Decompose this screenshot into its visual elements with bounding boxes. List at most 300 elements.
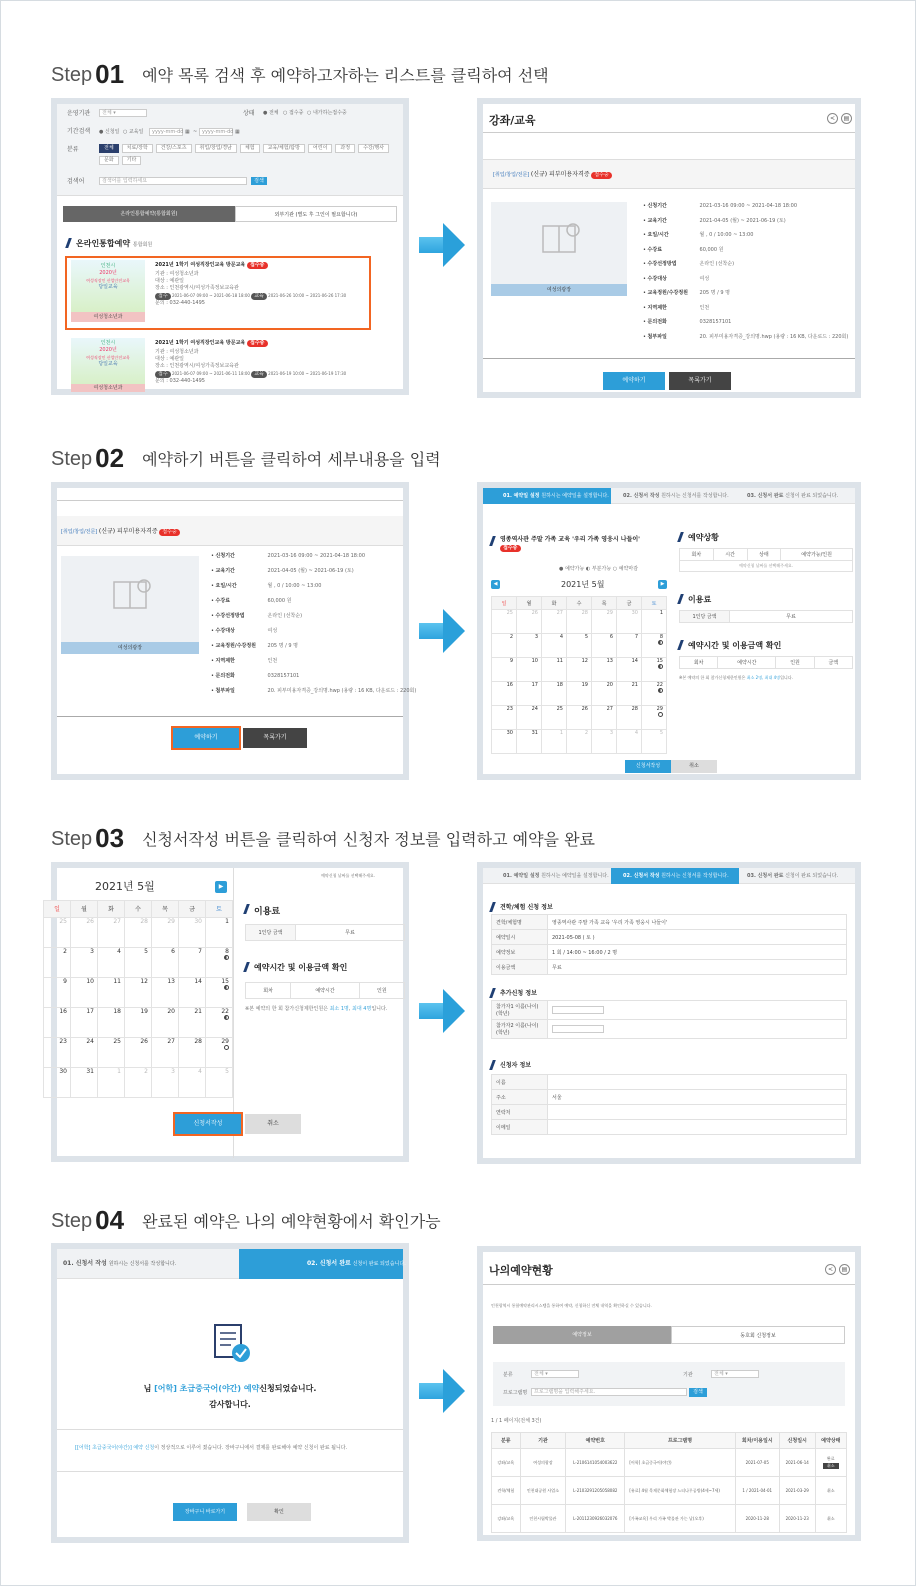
list-item[interactable]	[65, 336, 371, 396]
status-label: 상태	[243, 110, 255, 117]
message-text: 신청되었습니다.	[259, 1384, 317, 1393]
cart-button[interactable]: 장바구니 바로가기	[173, 1503, 237, 1521]
calendar-day[interactable]	[98, 1037, 125, 1067]
calendar-day[interactable]	[206, 977, 233, 1007]
form-label: 예약정보	[492, 945, 548, 960]
poster-year: 2020년	[99, 347, 117, 353]
day-number: 31	[531, 730, 538, 737]
calendar-day[interactable]	[206, 1067, 233, 1097]
form-label: 이메일	[492, 1120, 548, 1135]
list-heading	[67, 238, 152, 249]
weekday-label: 토	[206, 901, 233, 918]
calendar-icon[interactable]: ▦	[185, 129, 190, 135]
calendar-day[interactable]	[71, 947, 98, 977]
info-row	[211, 627, 411, 634]
day-number: 28	[631, 706, 638, 713]
bullet-icon: •	[211, 628, 216, 634]
bullet-icon: •	[643, 290, 648, 296]
calendar-day[interactable]	[179, 1007, 206, 1037]
calendar-day[interactable]	[642, 682, 667, 706]
bullet-icon: •	[211, 583, 216, 589]
bullet-icon: •	[211, 613, 216, 619]
calendar-day[interactable]	[517, 634, 542, 658]
book-icon	[61, 556, 199, 642]
bullet-icon: •	[211, 568, 216, 574]
calendar-day[interactable]	[567, 610, 592, 634]
day-number: 11	[556, 658, 563, 665]
calendar-day[interactable]	[492, 682, 517, 706]
org-select-value: 전체	[102, 110, 112, 116]
calendar-day[interactable]	[492, 634, 517, 658]
category-button[interactable]: 교육/체험/탐방	[263, 144, 305, 153]
cancel-button[interactable]: 취소	[245, 1114, 301, 1134]
cell-org	[520, 1477, 566, 1505]
calendar-day[interactable]	[179, 1037, 206, 1067]
category-button[interactable]: 건강/스포츠	[156, 144, 192, 153]
calendar-day[interactable]	[179, 917, 206, 947]
table-row[interactable]	[492, 1449, 847, 1477]
info-row	[643, 333, 853, 340]
calendar-day[interactable]	[592, 634, 617, 658]
calendar-day[interactable]	[179, 977, 206, 1007]
calendar-day[interactable]	[592, 682, 617, 706]
fee-value: 무료	[296, 925, 405, 941]
form-value	[548, 960, 847, 975]
day-number: 2	[509, 634, 513, 641]
step-desc: 원하시는 신청서를 작성합니다.	[661, 873, 729, 879]
step-label: 02. 신청서 작성	[623, 493, 660, 499]
day-number: 18	[113, 1007, 121, 1015]
col-header: 예약가능/인원	[781, 549, 853, 561]
calendar-day[interactable]	[152, 1007, 179, 1037]
calendar-week	[44, 977, 233, 1007]
search-button[interactable]: 검색	[251, 177, 267, 185]
day-number: 20	[167, 1007, 175, 1015]
calendar-day[interactable]	[152, 947, 179, 977]
info-label: 수강료	[215, 598, 231, 604]
calendar-day[interactable]	[44, 1067, 71, 1097]
category-button[interactable]: 치료/장학	[122, 144, 153, 153]
radio-label: 전체	[268, 110, 279, 116]
day-number: 27	[606, 706, 613, 713]
cell-text: 강좌/교육	[497, 1515, 515, 1521]
info-row	[643, 217, 853, 224]
calendar-day[interactable]	[98, 947, 125, 977]
date-start-input[interactable]: yyyy-mm-dd	[149, 128, 183, 136]
calendar-day[interactable]	[617, 610, 642, 634]
progress-step-2	[623, 873, 729, 880]
table-row[interactable]	[492, 1505, 847, 1533]
calendar-day[interactable]	[617, 706, 642, 730]
calendar-week	[492, 610, 667, 634]
col-header: 인원	[776, 657, 814, 669]
org-select[interactable]: 전체 ▾	[711, 1370, 759, 1378]
course-name	[491, 536, 661, 552]
next-month-button[interactable]: ▶	[658, 580, 667, 589]
confirm-button[interactable]: 확인	[247, 1503, 311, 1521]
calendar-day[interactable]	[592, 730, 617, 754]
calendar-day[interactable]	[152, 1037, 179, 1067]
poster-end: 당일교육	[98, 284, 118, 290]
day-number: 3	[171, 1067, 175, 1075]
screenshot-apply-click	[51, 862, 409, 1162]
info-row	[211, 687, 417, 694]
print-icon[interactable]: ▤	[839, 1264, 850, 1275]
date-tilde: ~	[193, 129, 198, 135]
bullet-icon: •	[643, 203, 648, 209]
poster-line: 여성직장인 산업안전교육	[86, 278, 130, 283]
status-radio-all[interactable]: ● 전체	[263, 110, 279, 116]
text-input[interactable]	[552, 1025, 604, 1033]
cell-use	[735, 1477, 779, 1505]
next-month-button[interactable]: ▶	[215, 881, 227, 893]
calendar-day[interactable]	[542, 730, 567, 754]
calendar-day[interactable]	[152, 1067, 179, 1097]
calendar-day[interactable]	[98, 1067, 125, 1097]
day-number: 14	[194, 977, 202, 985]
category-button[interactable]: 기타	[122, 156, 142, 165]
day-number: 1	[225, 917, 229, 925]
calendar-icon[interactable]: ▦	[235, 129, 240, 135]
form-value	[548, 1120, 847, 1135]
col-header: 예약번호	[566, 1433, 625, 1449]
day-number: 16	[59, 1007, 67, 1015]
list-button[interactable]: 목록가기	[669, 372, 731, 390]
period-radio-edu[interactable]: ○ 교육일	[123, 129, 144, 135]
calendar-day[interactable]	[542, 634, 567, 658]
calendar-day[interactable]	[517, 730, 542, 754]
info-row	[643, 275, 853, 282]
category-select[interactable]: 전체 ▾	[531, 1370, 579, 1378]
list-button[interactable]: 목록가기	[243, 728, 307, 748]
form-value-text: 무료	[552, 964, 562, 971]
reserve-button[interactable]: 예약하기	[171, 726, 241, 750]
cancel-button[interactable]: 취소	[671, 760, 717, 773]
search-button[interactable]: 검색	[689, 1388, 707, 1397]
calendar-week	[44, 1067, 233, 1097]
circle-icon	[224, 1045, 229, 1050]
reservation-calendar	[43, 900, 233, 1098]
status-badge: 접수중	[500, 545, 521, 552]
info-value: 60,000 원	[267, 598, 292, 604]
bullet-icon: •	[211, 598, 216, 604]
message-text: 님	[143, 1384, 152, 1393]
course-title-text: (신규) 피부미용자격증	[98, 528, 158, 535]
calendar-day[interactable]	[617, 634, 642, 658]
day-number: 29	[656, 706, 663, 713]
filter-panel	[493, 1362, 845, 1406]
day-number: 16	[506, 682, 513, 689]
tab-reservation-info[interactable]: 예약정보	[493, 1326, 671, 1344]
circle-icon	[224, 985, 229, 990]
print-icon[interactable]: ▤	[841, 113, 852, 124]
form-row	[492, 1020, 847, 1039]
calendar-day[interactable]	[592, 610, 617, 634]
progress-step-2	[307, 1260, 406, 1268]
completion-message	[57, 1383, 403, 1394]
cell-text: 2021-03-29	[785, 1488, 809, 1493]
poster-brand: 인천시	[100, 340, 116, 346]
info-value: 205 명 / 9 명	[699, 290, 730, 296]
day-number: 2	[584, 730, 588, 737]
calendar-day[interactable]	[642, 658, 667, 682]
step-description: 예약 목록 검색 후 예약하고자하는 리스트를 클릭하여 선택	[142, 66, 549, 85]
calendar-day[interactable]	[542, 610, 567, 634]
day-number: 30	[631, 610, 638, 617]
calendar-day[interactable]	[617, 682, 642, 706]
calendar-day[interactable]	[125, 917, 152, 947]
category-label: 분류	[67, 146, 79, 153]
step-label: 01. 예약일 설정	[503, 493, 540, 499]
calendar-day[interactable]	[125, 977, 152, 1007]
note-highlight: 최소 1명	[329, 1006, 349, 1012]
form-label: 연락처	[492, 1105, 548, 1120]
progress-step-3	[747, 873, 838, 880]
note-course: [[어학] 초급중국어(야간)] 예약 신청	[75, 1445, 155, 1451]
org-select[interactable]: 전체 ▾	[99, 109, 147, 117]
weekday-label: 화	[542, 597, 567, 610]
calendar-day[interactable]	[44, 1037, 71, 1067]
share-icon[interactable]: <	[827, 113, 838, 124]
calendar-day[interactable]	[44, 917, 71, 947]
calendar-day[interactable]	[125, 1007, 152, 1037]
cancel-reservation-button[interactable]: 취소	[823, 1463, 839, 1469]
calendar-day[interactable]	[642, 730, 667, 754]
day-number: 28	[194, 1037, 202, 1045]
radio-label: 교육일	[128, 129, 144, 135]
day-number: 4	[559, 634, 563, 641]
day-number: 4	[198, 1067, 202, 1075]
calendar-day[interactable]	[206, 1007, 233, 1037]
bullet-icon: •	[643, 217, 648, 224]
calendar-day[interactable]	[567, 634, 592, 658]
calendar-day[interactable]	[567, 706, 592, 730]
form-row	[492, 1001, 847, 1020]
calendar-day[interactable]	[44, 947, 71, 977]
calendar-day[interactable]	[492, 610, 517, 634]
apply-form-button[interactable]: 신청서작성	[173, 1112, 243, 1136]
info-row	[211, 582, 411, 589]
calendar-day[interactable]	[98, 1007, 125, 1037]
category-button[interactable]: 과정	[335, 144, 355, 153]
category-button[interactable]: 취업/창업/경남	[195, 144, 237, 153]
day-number: 13	[606, 658, 613, 665]
calendar-day[interactable]	[71, 917, 98, 947]
calendar-week	[492, 634, 667, 658]
calendar-week	[44, 1007, 233, 1037]
day-number: 8	[659, 634, 663, 641]
calendar-day[interactable]	[98, 917, 125, 947]
table-row[interactable]	[492, 1477, 847, 1505]
radio-label: 내가하는접수중	[312, 110, 347, 116]
calendar-day[interactable]	[567, 730, 592, 754]
bullet-icon: •	[643, 275, 648, 282]
info-row	[211, 612, 411, 619]
limit-note	[679, 674, 793, 681]
calendar-day[interactable]	[206, 917, 233, 947]
form-row	[492, 1075, 847, 1090]
calendar-day[interactable]	[44, 1007, 71, 1037]
info-value: 0328157101	[699, 319, 732, 325]
keyword-input[interactable]: 검색어를 입력하세요	[99, 177, 247, 185]
category-button[interactable]: 문화	[99, 156, 119, 165]
date-end-input[interactable]: yyyy-mm-dd	[199, 128, 233, 136]
period-radio-apply[interactable]: ● 신청일	[99, 129, 120, 135]
circle-icon	[658, 712, 663, 717]
tab-online-reservation[interactable]: 온라인통합예약(통합회원)	[63, 206, 235, 222]
calendar-day[interactable]	[642, 634, 667, 658]
category-button[interactable]: 어린이	[308, 144, 333, 153]
circle-icon	[658, 640, 663, 645]
day-number: 27	[167, 1037, 175, 1045]
form-value	[548, 1105, 847, 1120]
thanks-message: 감사합니다.	[209, 1400, 251, 1409]
calendar-day[interactable]	[71, 977, 98, 1007]
tab-club-info[interactable]: 동호회 신청정보	[671, 1326, 845, 1344]
category-button[interactable]: 체험	[240, 144, 260, 153]
cell-text: 취소	[826, 1515, 835, 1521]
calendar-day[interactable]	[542, 706, 567, 730]
tag: 접수	[155, 293, 171, 300]
day-number: 28	[581, 610, 588, 617]
category-button[interactable]: 수강/행사	[358, 144, 389, 153]
item-row: 장소 : 인천광역시/여성가족정보교육관	[155, 285, 239, 291]
cell-prog	[625, 1449, 735, 1477]
step-label: 02. 신청서 완료	[307, 1260, 351, 1267]
confirm-heading: 예약시간 및 이용금액 확인	[245, 962, 347, 973]
note-text: ※본 예약의 한 회 참가신청제한인원은	[245, 1006, 328, 1012]
info-value: 60,000 원	[699, 246, 724, 253]
calendar-day[interactable]	[179, 947, 206, 977]
calendar-day[interactable]	[44, 977, 71, 1007]
org-caption: 여성청소년과	[71, 312, 145, 322]
list-item[interactable]	[65, 256, 371, 330]
info-row	[643, 231, 853, 238]
availability-icon	[206, 955, 232, 962]
category-button[interactable]: 전체	[99, 144, 119, 153]
calendar-day[interactable]	[592, 658, 617, 682]
calendar-day[interactable]	[71, 1007, 98, 1037]
calendar-day[interactable]	[642, 706, 667, 730]
col-header: 회차	[246, 983, 291, 999]
item-row	[155, 370, 346, 378]
screenshot-reservation-calendar	[477, 482, 861, 780]
calendar-day[interactable]	[517, 610, 542, 634]
bullet-icon: •	[211, 688, 216, 694]
calendar-day[interactable]	[179, 1067, 206, 1097]
calendar-day[interactable]	[98, 977, 125, 1007]
calendar-day[interactable]	[517, 682, 542, 706]
step-desc: 원하시는 신청서를 작성합니다.	[661, 493, 729, 499]
course-image	[491, 202, 627, 284]
info-label: 교육정원/수강정원	[647, 290, 689, 296]
col-header: 예약시간	[718, 657, 776, 669]
prev-month-button[interactable]: ◀	[491, 580, 500, 589]
calendar-day[interactable]	[152, 977, 179, 1007]
calendar-day[interactable]	[517, 706, 542, 730]
completion-note	[75, 1445, 347, 1452]
calendar-day[interactable]	[125, 947, 152, 977]
day-number: 13	[167, 977, 175, 985]
legend-item: 부분가능	[591, 566, 612, 572]
step-number: 03	[95, 823, 125, 853]
cell-text: 2021-06-14	[785, 1460, 809, 1465]
col-header: 시간	[713, 549, 747, 561]
col-header: 신청일시	[779, 1433, 815, 1449]
calendar-day[interactable]	[567, 658, 592, 682]
form-value-text: 서울	[552, 1094, 562, 1101]
cell-text: 완료	[826, 1456, 835, 1461]
calendar-day[interactable]	[542, 658, 567, 682]
progress-steps	[483, 868, 855, 884]
info-label: 신청기간	[647, 203, 667, 209]
calendar-day[interactable]	[617, 730, 642, 754]
org-label: 운영기관	[67, 110, 91, 117]
bullet-icon: •	[643, 304, 648, 311]
day-number: 30	[59, 1067, 67, 1075]
day-number: 3	[609, 730, 613, 737]
calendar-day[interactable]	[71, 1037, 98, 1067]
day-number: 23	[59, 1037, 67, 1045]
day-number: 5	[584, 634, 588, 641]
item-title-text: 2021년 1학기 여성직장인교육 방문교육	[155, 262, 246, 268]
calendar-day[interactable]	[71, 1067, 98, 1097]
day-number: 14	[631, 658, 638, 665]
cell-cat	[492, 1477, 521, 1505]
day-number: 31	[86, 1067, 94, 1075]
calendar-day[interactable]	[152, 917, 179, 947]
form-label: 주소	[492, 1090, 548, 1105]
item-title-text: 2021년 1학기 여성직장인교육 방문교육	[155, 340, 246, 346]
tab-external-org[interactable]: 외부기관 (별도 후 그인이 필요합니다)	[235, 206, 397, 222]
item-date: 2021-06-26 10:00 ~ 2021-06-26 17:30	[268, 293, 347, 298]
calendar-day[interactable]	[592, 706, 617, 730]
calendar-day[interactable]	[125, 1037, 152, 1067]
calendar-day[interactable]	[517, 658, 542, 682]
info-value: 여성	[699, 275, 710, 282]
program-input[interactable]: 프로그램명을 입력해주세요.	[531, 1388, 687, 1396]
text-input[interactable]	[552, 1006, 604, 1014]
item-row: 장소 : 인천광역시/여성가족정보교육관	[155, 363, 239, 369]
reserve-button[interactable]: 예약하기	[603, 372, 665, 390]
calendar-day[interactable]	[617, 658, 642, 682]
calendar-day[interactable]	[542, 682, 567, 706]
status-radio-mine[interactable]: ○ 내가하는접수중	[307, 110, 347, 116]
day-number: 4	[634, 730, 638, 737]
calendar-day[interactable]	[206, 947, 233, 977]
calendar-week	[492, 730, 667, 754]
info-row	[211, 642, 411, 649]
calendar-day[interactable]	[492, 730, 517, 754]
day-number: 17	[531, 682, 538, 689]
calendar-day[interactable]	[492, 658, 517, 682]
share-icon[interactable]: <	[825, 1264, 836, 1275]
select-value: 전체	[534, 1371, 544, 1377]
calendar-day[interactable]	[492, 706, 517, 730]
calendar-day[interactable]	[206, 1037, 233, 1067]
info-value: 월 , 0 / 10:00 ~ 13:00	[267, 583, 322, 589]
step-label: 03. 신청서 완료	[747, 873, 784, 879]
calendar-day[interactable]	[567, 682, 592, 706]
calendar-day[interactable]	[642, 610, 667, 634]
cell-text: 인천대공원 사업소	[526, 1487, 559, 1493]
day-number: 3	[534, 634, 538, 641]
calendar-day[interactable]	[125, 1067, 152, 1097]
col-header: 기관	[520, 1433, 566, 1449]
day-number: 9	[509, 658, 513, 665]
status-radio-open[interactable]: ○ 접수중	[283, 110, 304, 116]
apply-form-button[interactable]: 신청서작성	[625, 760, 671, 773]
